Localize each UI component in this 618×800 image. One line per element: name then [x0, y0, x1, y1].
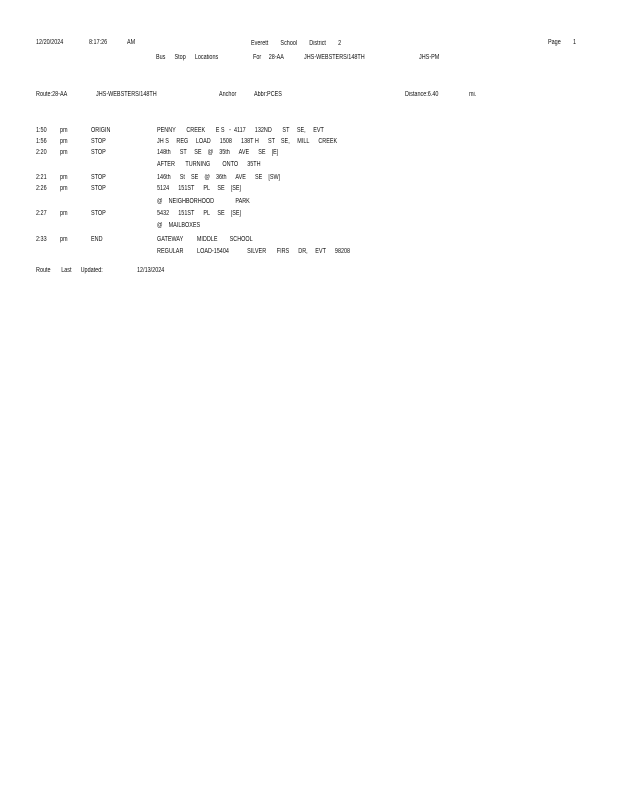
stop-type: STOP — [91, 174, 106, 181]
stop-time: 2:21 — [36, 174, 47, 181]
page-number: 1 — [573, 39, 577, 46]
stop-type: END — [91, 236, 103, 243]
stop-type: STOP — [91, 149, 106, 156]
stop-time: 2:33 — [36, 236, 47, 243]
stop-time: 2:20 — [36, 149, 47, 156]
report-time: 8:17:26 — [89, 39, 108, 46]
anchor-label: Anchor — [219, 91, 237, 98]
report-subtitle-for: For 28-AA — [253, 54, 284, 61]
stop-time: 2:26 — [36, 185, 47, 192]
route-last-updated-label: Route Last Updated: — [36, 267, 103, 274]
stop-description: 5432 151ST PL SE [SE] — [157, 210, 242, 217]
distance-unit: mi. — [469, 91, 477, 98]
report-ampm: AM — [127, 39, 136, 46]
page-label: Page — [548, 39, 561, 46]
stop-ampm: pm — [60, 185, 68, 192]
route-name: JHS-WEBSTERS/148TH — [96, 91, 157, 98]
stop-description: JH S REG LOAD 1508 138T H ST SE, MILL CREEK — [157, 138, 338, 145]
stop-ampm: pm — [60, 149, 68, 156]
report-subtitle-session: JHS-PM — [419, 54, 440, 61]
report-subtitle: Bus Stop Locations — [156, 54, 219, 61]
stop-ampm: pm — [60, 236, 68, 243]
stop-type: STOP — [91, 138, 106, 145]
stop-description-continued: REGULAR LOAD-15404 SILVER FIRS DR, EVT 98208 — [157, 248, 351, 255]
stop-time: 1:56 — [36, 138, 47, 145]
stop-ampm: pm — [60, 174, 68, 181]
stop-type: STOP — [91, 210, 106, 217]
stop-time: 2:27 — [36, 210, 47, 217]
stop-description-continued: AFTER TURNING ONTO 35TH — [157, 161, 261, 168]
route-last-updated-date: 12/13/2024 — [137, 267, 165, 274]
anchor-abbr: Abbr:PCES — [254, 91, 282, 98]
stop-description: 146th St SE @ 36th AVE SE [SW] — [157, 174, 281, 181]
stop-type: STOP — [91, 185, 106, 192]
stop-ampm: pm — [60, 127, 68, 134]
stop-description: PENNY CREEK E S - 4117 132ND ST SE, EVT — [157, 127, 324, 134]
report-date: 12/20/2024 — [36, 39, 64, 46]
stop-description: GATEWAY MIDDLE SCHOOL — [157, 236, 253, 243]
route-id: Route:28-AA — [36, 91, 68, 98]
stop-time: 1:50 — [36, 127, 47, 134]
stop-description: 5124 151ST PL SE [SE] — [157, 185, 242, 192]
stop-ampm: pm — [60, 138, 68, 145]
route-distance: Distance:6.40 — [405, 91, 439, 98]
stop-description: 148th ST SE @ 35th AVE SE [E] — [157, 149, 279, 156]
stop-ampm: pm — [60, 210, 68, 217]
stop-type: ORIGIN — [91, 127, 111, 134]
report-subtitle-route: JHS-WEBSTERS/148TH — [304, 54, 365, 61]
stop-description-continued: @ MAILBOXES — [157, 222, 201, 229]
stop-description-continued: @ NEIGHBORHOOD PARK — [157, 198, 250, 205]
district-title: Everett School District 2 — [251, 40, 342, 47]
